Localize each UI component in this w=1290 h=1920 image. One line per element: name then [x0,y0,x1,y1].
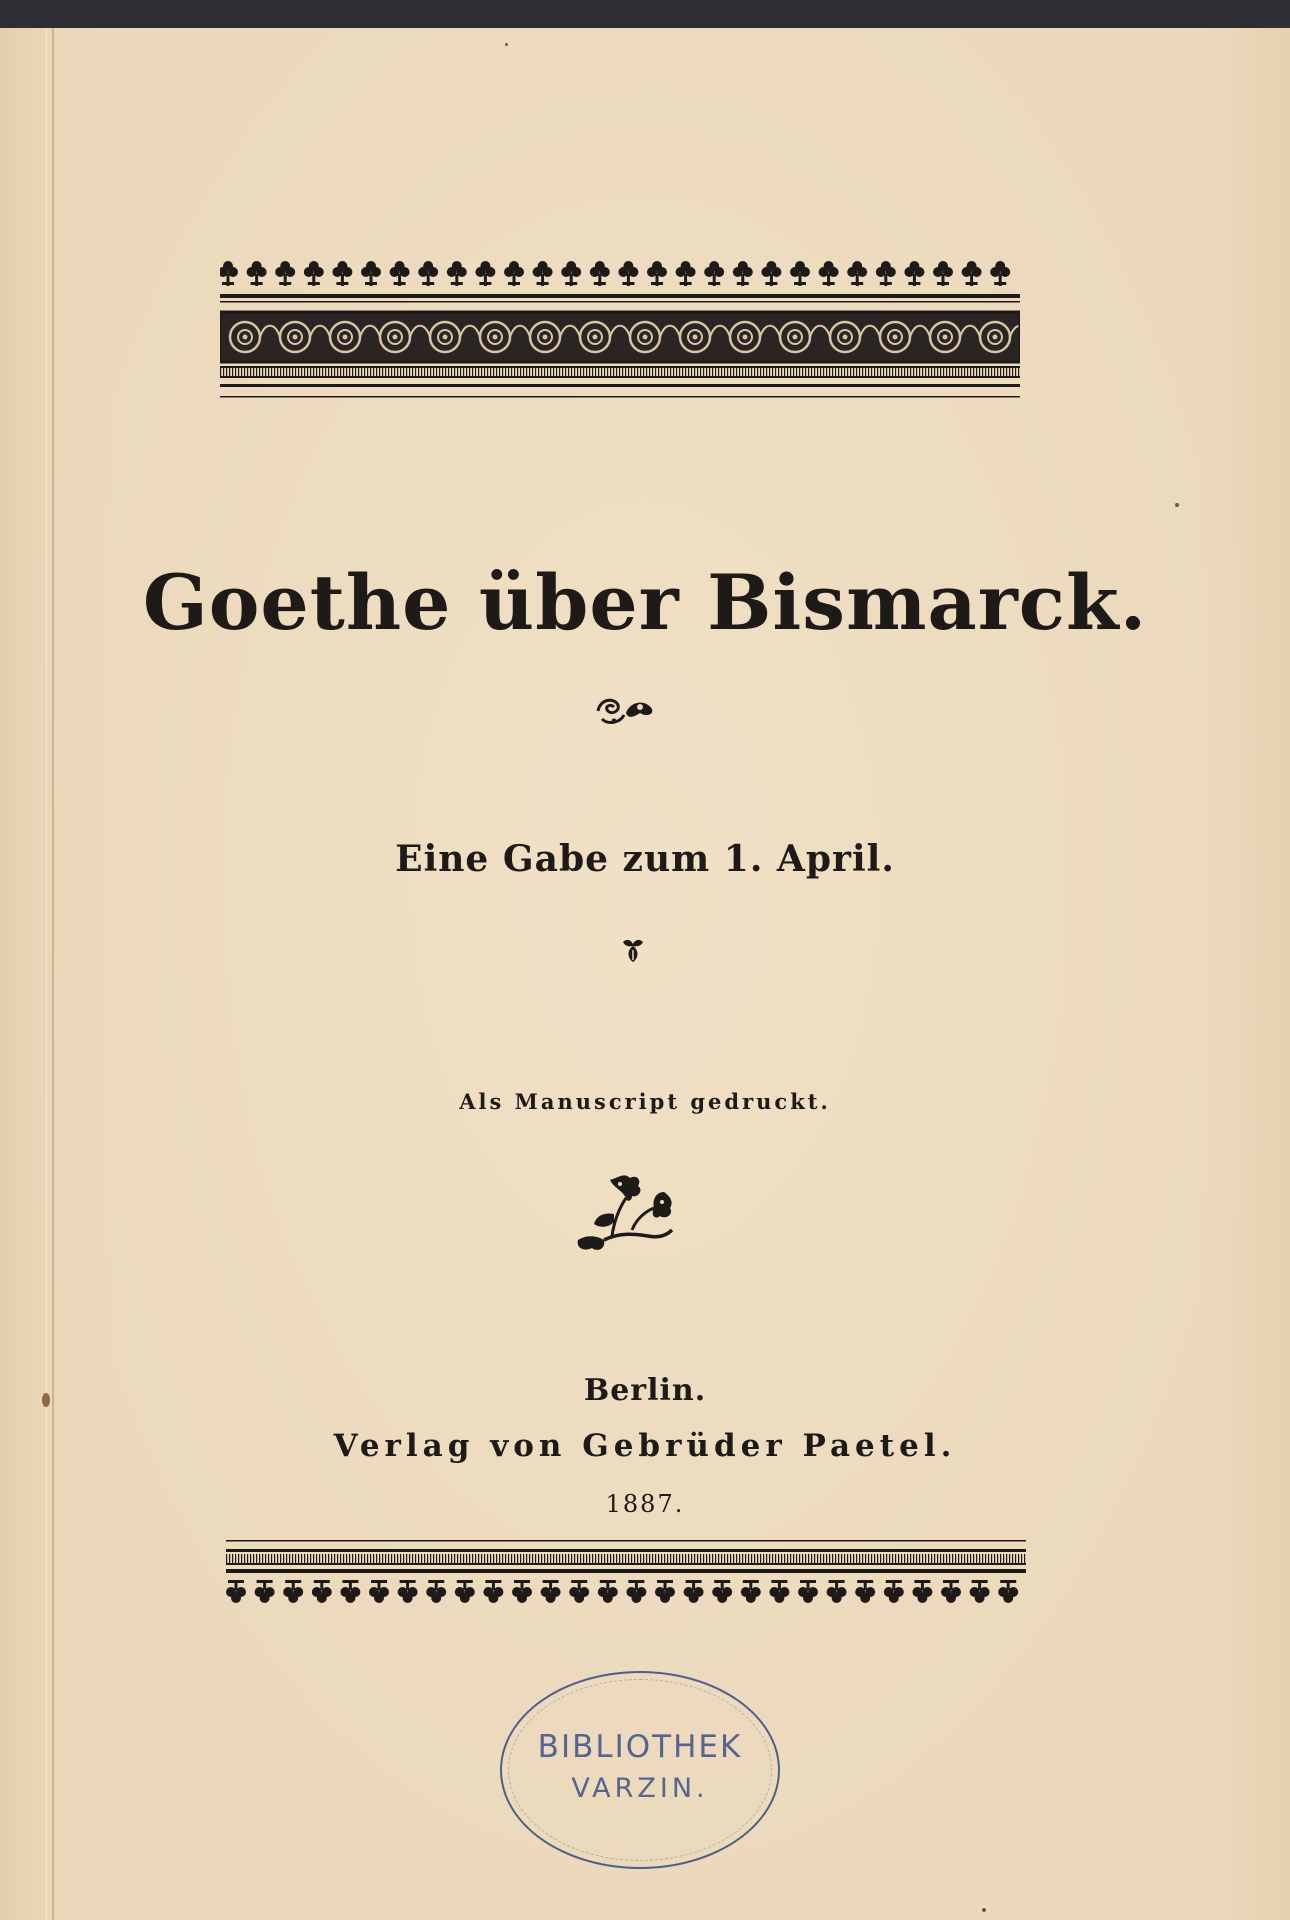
inverted-trefoil-glyph [455,1580,475,1603]
inverted-trefoil-glyph [769,1580,789,1603]
trefoil-glyph [504,261,524,286]
inverted-trefoil-glyph [626,1580,646,1603]
inverted-trefoil-glyph [998,1580,1018,1603]
trefoil-glyph [847,261,867,286]
bottom-border-ornament [226,1538,1026,1618]
inverted-trefoil-glyph [827,1580,847,1603]
inverted-trefoil-glyph [970,1580,990,1603]
trefoil-glyph [447,261,467,286]
trefoil-glyph [647,261,667,286]
imprint-year: 1887. [605,1490,685,1518]
trefoil-glyph [247,261,267,286]
trefoil-glyph [990,261,1010,286]
subtitle: Eine Gabe zum 1. April. [395,838,895,880]
paper-speck [982,1908,986,1912]
trefoil-glyph [904,261,924,286]
imprint-city: Berlin. [583,1373,707,1408]
inverted-trefoil-glyph [655,1580,675,1603]
printing-note: Als Manuscript gedruckt. [459,1089,831,1114]
inverted-trefoil-glyph [426,1580,446,1603]
inverted-trefoil-glyph [541,1580,561,1603]
trefoil-glyph [933,261,953,286]
inverted-trefoil-glyph [512,1580,532,1603]
page-fold [52,28,54,1920]
paper-speck [1175,503,1179,507]
inverted-trefoil-glyph [912,1580,932,1603]
trefoil-glyph [475,261,495,286]
paper-speck [505,43,508,46]
trefoil-glyph [962,261,982,286]
stamp-line-1: BIBLIOTHEK [537,1729,743,1765]
inverted-trefoil-glyph [569,1580,589,1603]
scan-top-edge [0,0,1290,28]
inverted-trefoil-glyph [398,1580,418,1603]
inverted-trefoil-glyph [712,1580,732,1603]
library-stamp [500,1671,780,1869]
inverted-trefoil-glyph [598,1580,618,1603]
trefoil-glyph [790,261,810,286]
trefoil-glyph [876,261,896,286]
inverted-trefoil-glyph [283,1580,303,1603]
stamp-inner-ring [508,1679,772,1861]
inverted-trefoil-glyph [884,1580,904,1603]
imprint-publisher: Verlag von Gebrüder Paetel. [333,1428,957,1464]
fleuron-icon [594,693,656,727]
oak-sprig-icon [574,1170,676,1252]
trefoil-glyph [533,261,553,286]
book-title: Goethe über Bismarck. [142,558,1148,647]
trefoil-glyph [220,261,238,286]
trefoil-glyph [561,261,581,286]
inverted-trefoil-glyph [855,1580,875,1603]
inverted-trefoil-glyph [483,1580,503,1603]
inverted-trefoil-glyph [312,1580,332,1603]
trefoil-glyph [275,261,295,286]
title-page [0,28,1290,1920]
inverted-trefoil-glyph [340,1580,360,1603]
small-fleuron-icon [621,938,645,964]
trefoil-glyph [618,261,638,286]
trefoil-glyph [332,261,352,286]
trefoil-glyph [590,261,610,286]
inverted-trefoil-glyph [226,1580,246,1603]
trefoil-glyph [819,261,839,286]
inverted-trefoil-glyph [798,1580,818,1603]
trefoil-glyph [418,261,438,286]
top-border-ornament [220,260,1020,410]
trefoil-glyph [733,261,753,286]
trefoil-glyph [704,261,724,286]
inverted-trefoil-glyph [684,1580,704,1603]
inverted-trefoil-glyph [255,1580,275,1603]
trefoil-glyph [304,261,324,286]
page-fold-highlight [46,28,47,1920]
trefoil-glyph [361,261,381,286]
stamp-line-2: VARZIN. [571,1773,709,1804]
trefoil-glyph [676,261,696,286]
trefoil-glyph [761,261,781,286]
inverted-trefoil-glyph [741,1580,761,1603]
inverted-trefoil-glyph [369,1580,389,1603]
inverted-trefoil-glyph [941,1580,961,1603]
paper-stain [42,1393,50,1407]
trefoil-glyph [390,261,410,286]
